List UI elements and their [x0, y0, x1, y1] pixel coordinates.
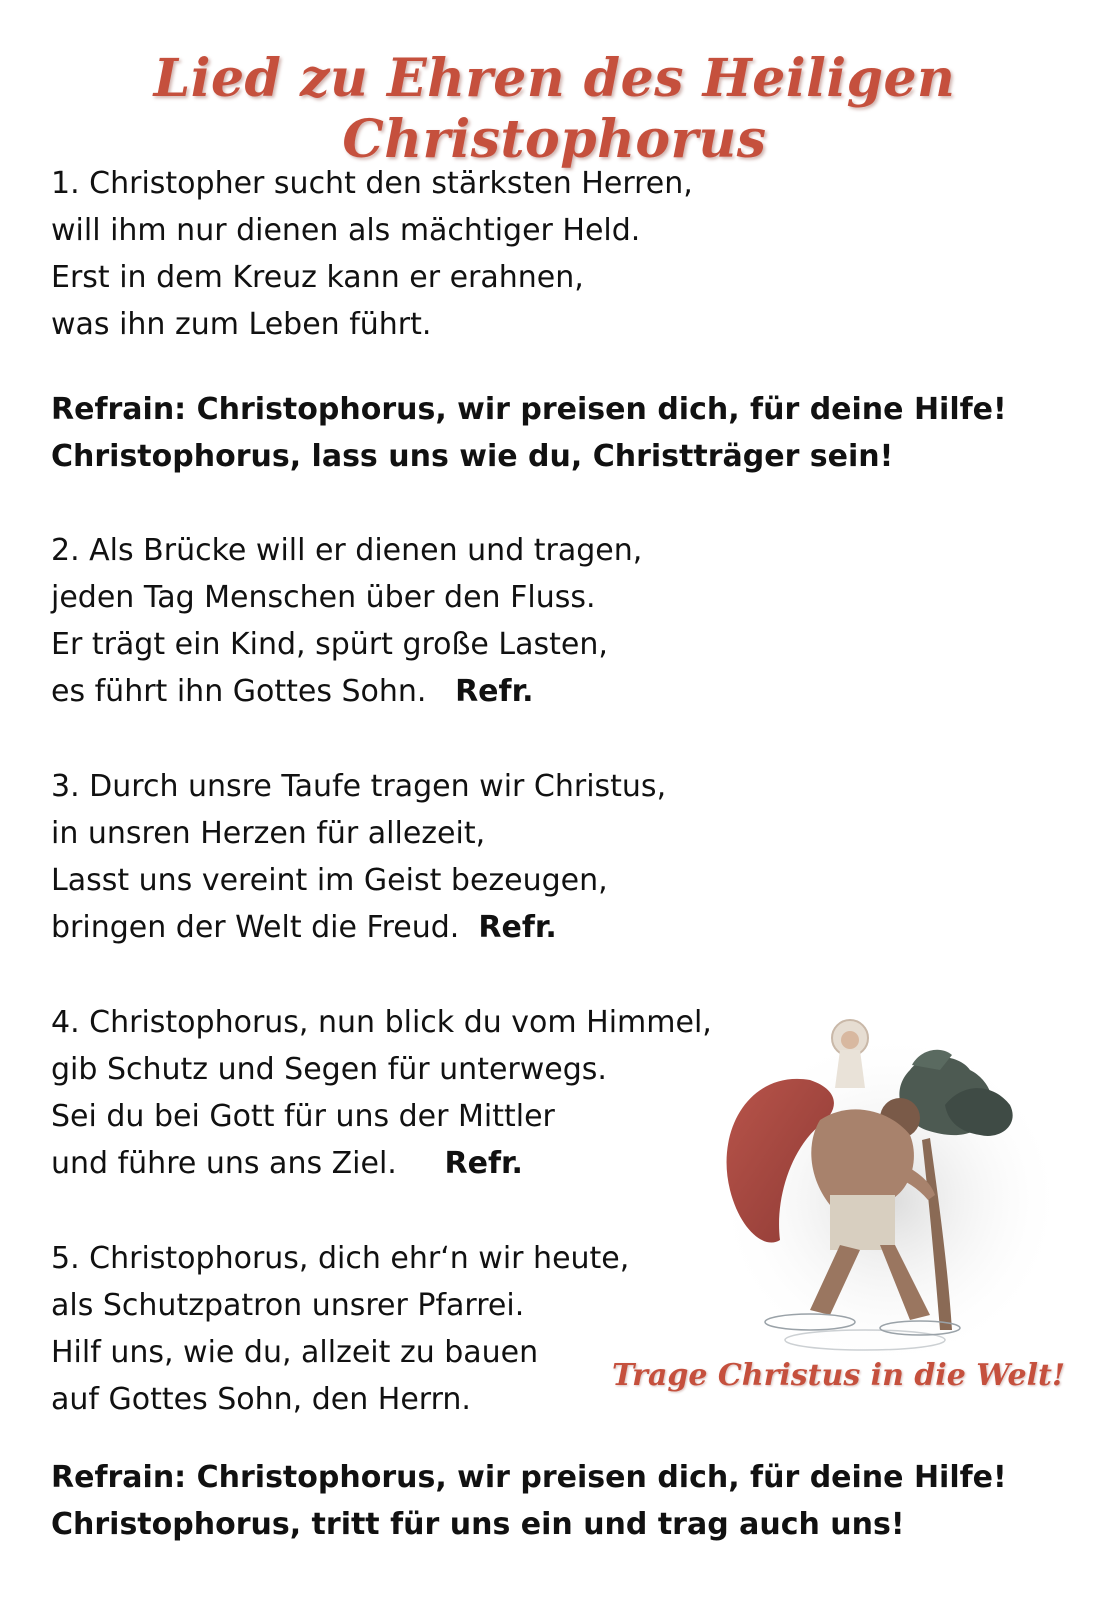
refrain-line: Christophorus, tritt für uns ein und trag auch uns! — [51, 1507, 905, 1542]
stanza-1 — [51, 160, 693, 348]
song-title: Lied zu Ehren des Heiligen Christophorus — [153, 48, 956, 170]
stanza-2 — [51, 527, 642, 715]
refrain-line: Christophorus, lass uns wie du, Christträger sein! — [51, 439, 894, 474]
stanza-line: jeden Tag Menschen über den Fluss. — [51, 580, 596, 615]
stanza-line: 1. Christopher sucht den stärksten Herren, — [51, 166, 693, 201]
stanza-line: und führe uns ans Ziel. — [51, 1146, 397, 1181]
image-caption: Trage Christus in die Welt! — [612, 1358, 1065, 1393]
refrain-marker: Refr. — [444, 1146, 523, 1181]
stanza-line: was ihn zum Leben führt. — [51, 307, 432, 342]
stanza-line: Lasst uns vereint im Geist bezeugen, — [51, 863, 608, 898]
stanza-line: Hilf uns, wie du, allzeit zu bauen — [51, 1335, 539, 1370]
refrain-line: Refrain: Christophorus, wir preisen dich, für deine Hilfe! — [51, 1460, 1007, 1495]
refrain-1 — [51, 386, 1007, 480]
refrain-marker: Refr. — [478, 910, 557, 945]
stanza-line: auf Gottes Sohn, den Herrn. — [51, 1382, 471, 1417]
refrain-2 — [51, 1454, 1007, 1548]
stanza-line: 5. Christophorus, dich ehr‘n wir heute, — [51, 1241, 630, 1276]
stanza-line: 3. Durch unsre Taufe tragen wir Christus, — [51, 769, 667, 804]
saint-christopher-illustration — [690, 1010, 1050, 1370]
stanza-line: Sei du bei Gott für uns der Mittler — [51, 1099, 555, 1134]
stanza-4 — [51, 999, 712, 1187]
stanza-3 — [51, 763, 666, 951]
stanza-line: gib Schutz und Segen für unterwegs. — [51, 1052, 607, 1087]
stanza-line: 4. Christophorus, nun blick du vom Himmel, — [51, 1005, 712, 1040]
stanza-5 — [51, 1235, 629, 1423]
stanza-line: es führt ihn Gottes Sohn. — [51, 674, 427, 709]
stanza-line: will ihm nur dienen als mächtiger Held. — [51, 213, 641, 248]
stanza-line: Er trägt ein Kind, spürt große Lasten, — [51, 627, 608, 662]
stanza-line: als Schutzpatron unsrer Pfarrei. — [51, 1288, 525, 1323]
refrain-line: Refrain: Christophorus, wir preisen dich, für deine Hilfe! — [51, 392, 1007, 427]
refrain-marker: Refr. — [455, 674, 534, 709]
stanza-line: 2. Als Brücke will er dienen und tragen, — [51, 533, 643, 568]
stanza-line: bringen der Welt die Freud. — [51, 910, 460, 945]
stanza-line: in unsren Herzen für allezeit, — [51, 816, 486, 851]
stanza-line: Erst in dem Kreuz kann er erahnen, — [51, 260, 584, 295]
